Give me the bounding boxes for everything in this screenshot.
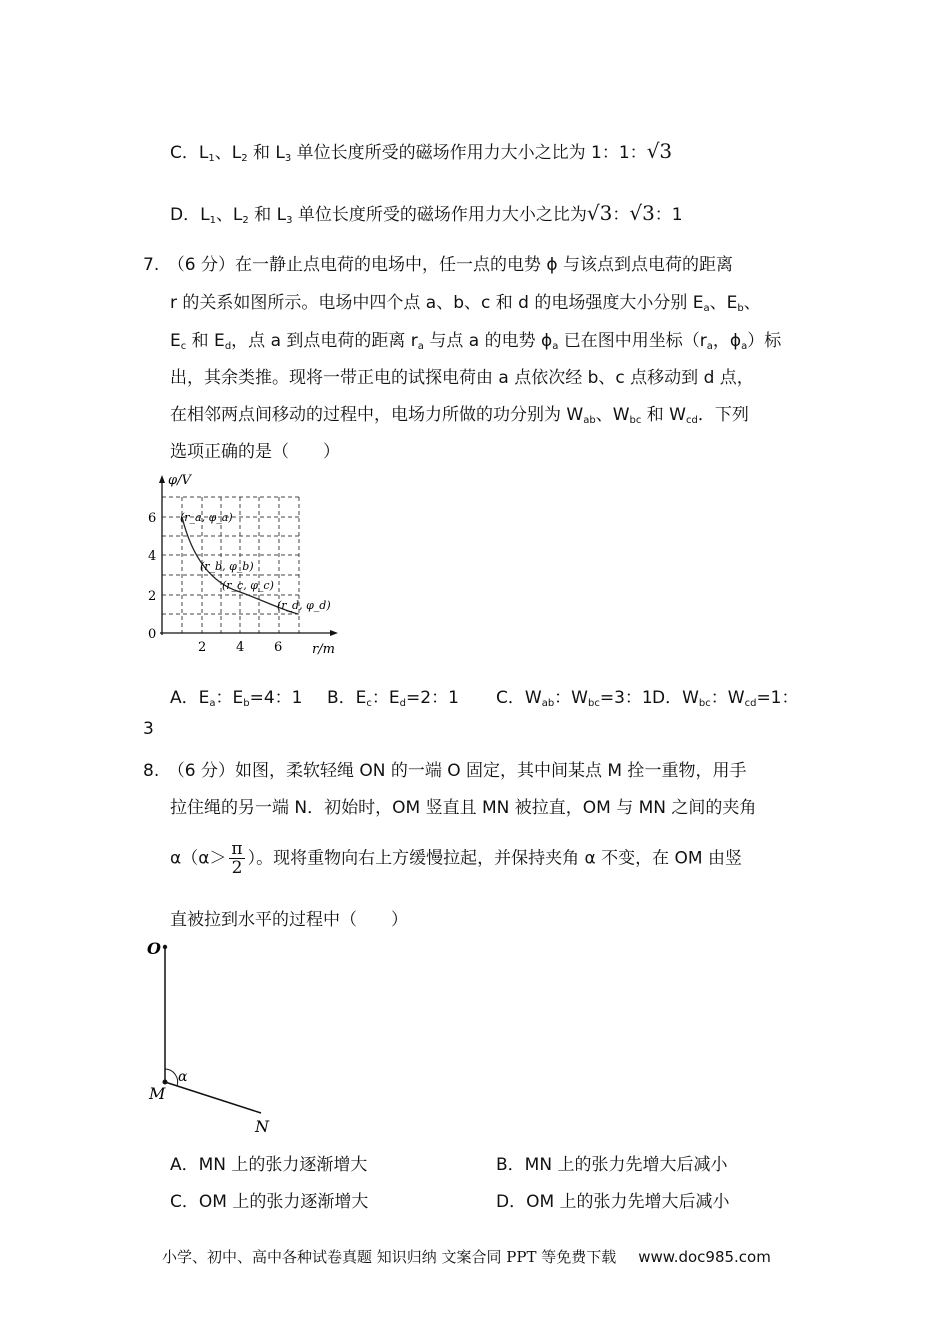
q8-stem-line3: α（α＞ $\frac{\pi}{2}$ ）。现将重物向右上方缓慢拉起，并保持夹角 α 不变，在 OM 由竖 <box>170 839 742 878</box>
y-tick-2: 2 <box>148 589 157 604</box>
q8-rope-figure <box>143 935 283 1135</box>
page-footer <box>162 1246 771 1267</box>
point-c-label: (r_c, φ_c) <box>222 579 274 592</box>
footer-url[interactable]: www.doc985.com <box>638 1248 771 1266</box>
y-tick-6: 6 <box>148 511 157 526</box>
q7-stem-line4: 出，其余类推。现将一带正电的试探电荷由 a 点依次经 b、c 点移动到 d 点， <box>170 368 754 388</box>
y-tick-4: 4 <box>148 549 157 564</box>
point-a-label: (r_a, φ_a) <box>180 511 233 524</box>
label-o: O <box>147 939 161 958</box>
label-n: N <box>255 1117 269 1135</box>
sqrt-3: √3 <box>646 139 673 163</box>
q8-stem-line4: 直被拉到水平的过程中（ ） <box>170 910 408 930</box>
x-tick-6: 6 <box>274 640 283 655</box>
point-d-label: (r_d, φ_d) <box>277 599 331 612</box>
q8-option-b: B．MN 上的张力先增大后减小 <box>496 1155 728 1175</box>
label-alpha: α <box>178 1069 188 1085</box>
q7-potential-graph <box>142 470 342 660</box>
sqrt-3: √3 <box>586 201 613 225</box>
rope-mn <box>165 1082 261 1113</box>
q7-stem-line1: 7. （6 分）在一静止点电荷的电场中，任一点的电势 ϕ 与该点到点电荷的距离 <box>143 255 733 275</box>
point-b-label: (r_b, φ_b) <box>200 560 254 573</box>
y-tick-0: 0 <box>148 627 157 642</box>
q8-option-c: C．OM 上的张力逐渐增大 <box>170 1192 369 1212</box>
x-tick-4: 4 <box>236 640 245 655</box>
q7-option-d: D．$W_{bc}$：$W_{cd}=1$： <box>652 688 799 709</box>
q7-stem-line5: 在相邻两点间移动的过程中，电场力所做的功分别为 $W_{ab}$、$W_{bc}$ 和 $W_{cd}$．下列 <box>170 405 749 426</box>
sqrt-3: √3 <box>629 201 655 225</box>
x-tick-2: 2 <box>198 640 207 655</box>
label-m: M <box>149 1084 166 1103</box>
q8-stem-line1: 8. （6 分）如图，柔软轻绳 ON 的一端 O 固定，其中间某点 M 拴一重物，用手 <box>143 761 747 781</box>
q7-option-d-wrap: 3 <box>143 719 154 739</box>
q8-option-d: D．OM 上的张力先增大后减小 <box>496 1192 730 1212</box>
q7-option-b: B．$E_c$：$E_d=2$：1 <box>327 688 459 709</box>
fraction-pi-over-2: $\frac{\pi}{2}$ <box>231 839 243 878</box>
y-axis-arrow <box>159 475 165 483</box>
q6-option-d: D．$L_1$、$L_2$ 和 $L_3$ 单位长度所受的磁场作用力大小之比为√3：√3：1 <box>170 201 683 226</box>
footer-text: 小学、初中、高中各种试卷真题 知识归纳 文案合同 PPT 等免费下载 <box>162 1248 617 1266</box>
q7-stem-line3: $E_c$ 和 $E_d$，点 a 到点电荷的距离 $r_a$ 与点 a 的电势 $\phi_a$ 已在图中用坐标（$r_a$，$\phi_a$）标 <box>170 331 782 352</box>
q7-option-a: A．$E_a$：$E_b=4$：1 <box>170 688 303 709</box>
q8-option-a: A．MN 上的张力逐渐增大 <box>170 1155 368 1175</box>
x-axis-arrow <box>330 630 338 636</box>
q8-stem-line2: 拉住绳的另一端 N．初始时，OM 竖直且 MN 被拉直，OM 与 MN 之间的夹角 <box>170 798 757 818</box>
q7-option-c: C．$W_{ab}$：$W_{bc}=3$：1 <box>496 688 653 709</box>
q7-stem-line6: 选项正确的是（ ） <box>170 442 340 462</box>
q6-option-c: C．$L_1$、$L_2$ 和 $L_3$ 单位长度所受的磁场作用力大小之比为 1：1：√3 <box>170 139 673 164</box>
y-axis-label: φ/V <box>168 473 191 488</box>
q7-stem-line2: r 的关系如图所示。电场中四个点 a、b、c 和 d 的电场强度大小分别 $E_a$、$E_b$、 <box>170 293 761 314</box>
point-o <box>163 945 167 949</box>
x-axis-label: r/m <box>312 642 335 657</box>
